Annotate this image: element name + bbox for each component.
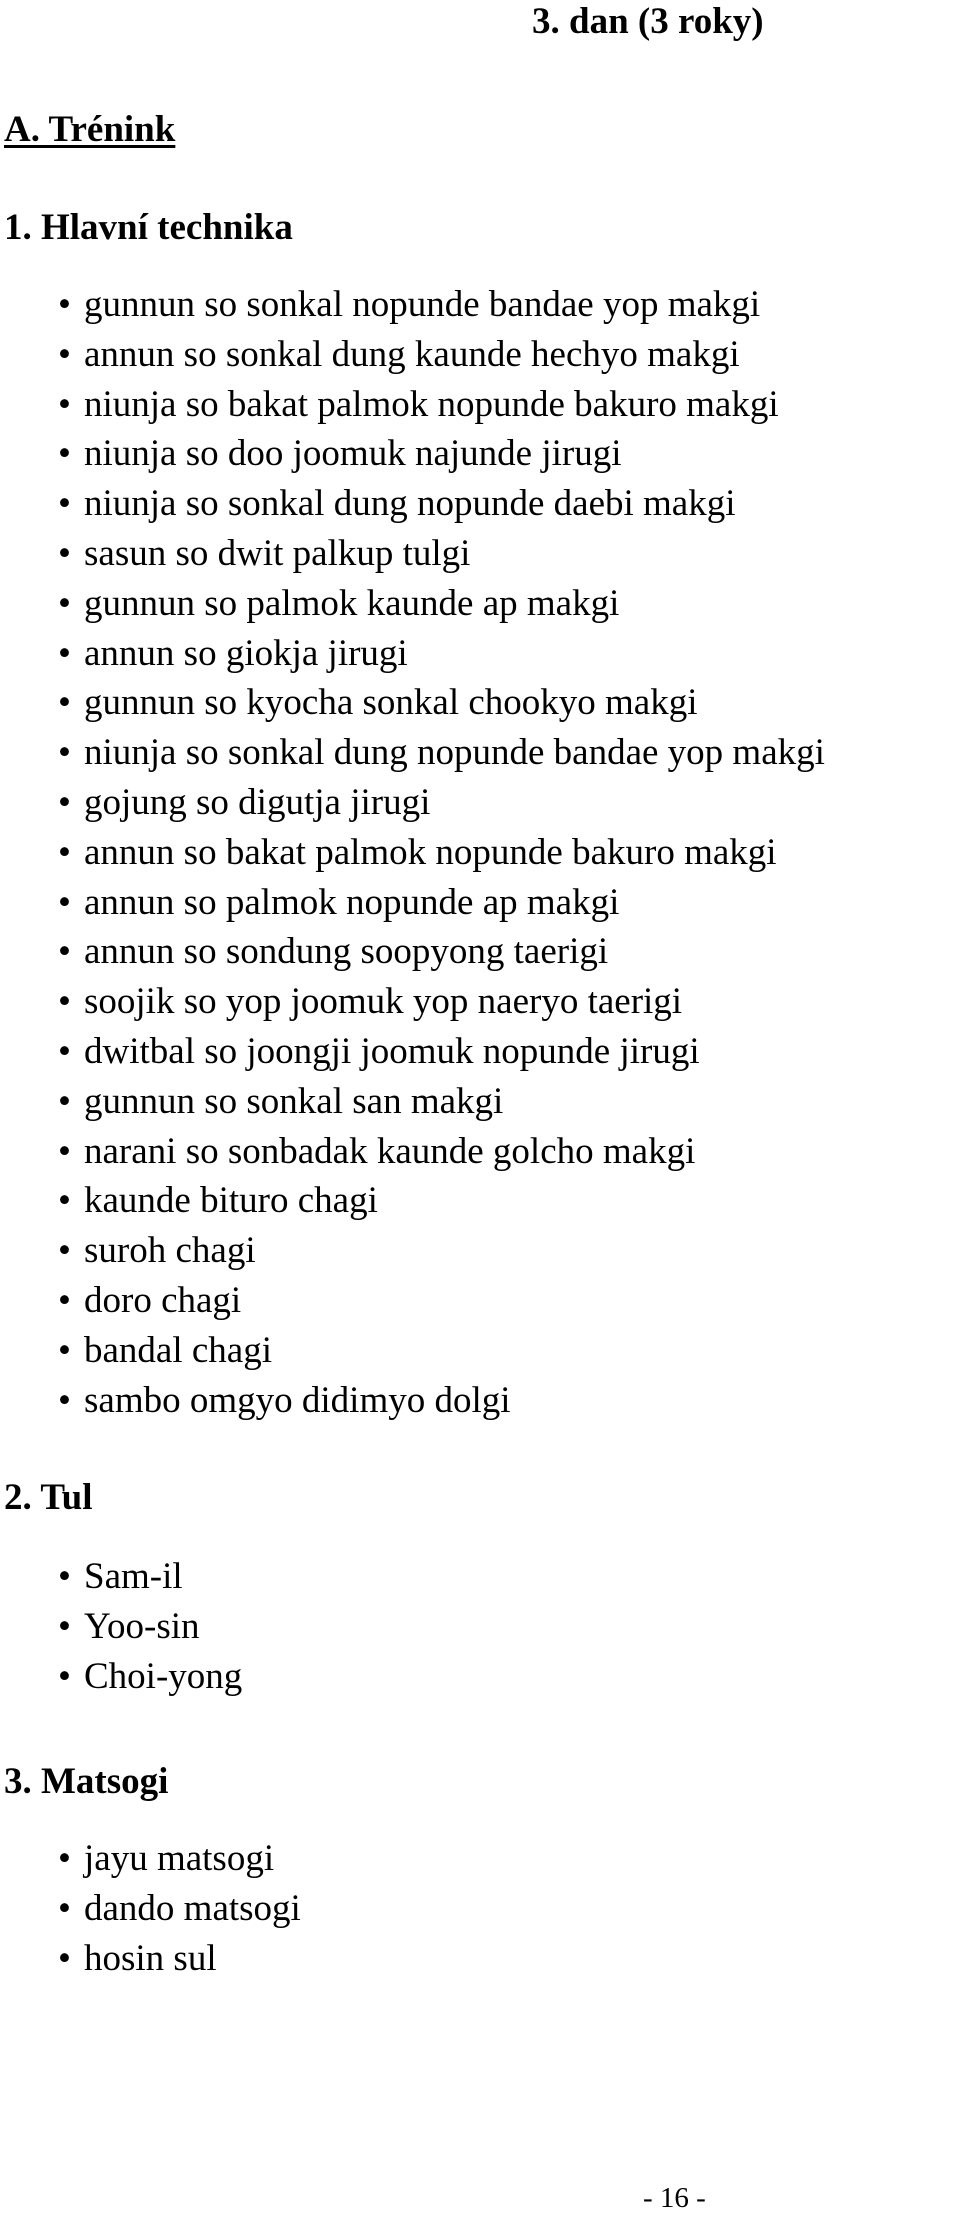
page-title: 3. dan (3 roky) [532, 1, 764, 42]
technique-item [58, 380, 825, 430]
bullet-icon: • [58, 1279, 71, 1321]
technique-item [58, 1077, 825, 1127]
bullet-icon: • [58, 582, 71, 624]
bullet-icon: • [58, 1655, 71, 1697]
tul-list [58, 1552, 242, 1701]
bullet-icon: • [58, 383, 71, 425]
bullet-icon: • [58, 333, 71, 375]
technique-item [58, 1127, 825, 1177]
bullet-icon: • [58, 1838, 71, 1879]
tul-item-label: Yoo-sin [84, 1605, 200, 1647]
bullet-icon: • [58, 831, 71, 873]
technique-item-label: gunnun so sonkal nopunde bandae yop makgi [84, 284, 761, 325]
bullet-icon: • [58, 1030, 71, 1072]
bullet-icon: • [58, 532, 71, 574]
technique-item-label: bandal chagi [84, 1329, 272, 1371]
bullet-icon: • [58, 881, 71, 923]
matsogi-item [58, 1884, 301, 1934]
technique-item [58, 1176, 825, 1226]
technique-item [58, 579, 825, 629]
matsogi-heading: 3. Matsogi [4, 1761, 169, 1802]
bullet-icon: • [58, 931, 71, 973]
technique-item [58, 529, 825, 579]
bullet-icon: • [58, 1180, 71, 1222]
technique-item [58, 330, 825, 380]
technique-item [58, 728, 825, 778]
bullet-icon: • [58, 732, 71, 774]
technique-item-label: niunja so doo joomuk najunde jirugi [84, 433, 622, 475]
bullet-icon: • [58, 1329, 71, 1371]
technique-item-label: annun so bakat palmok nopunde bakuro makgi [84, 831, 777, 873]
technique-item [58, 1376, 825, 1426]
matsogi-item [58, 1934, 301, 1984]
technique-heading: 1. Hlavní technika [4, 207, 293, 248]
bullet-icon: • [58, 1080, 71, 1122]
technique-item-label: niunja so sonkal dung nopunde bandae yop makgi [84, 732, 825, 774]
technique-item [58, 778, 825, 828]
technique-item-label: kaunde bituro chagi [84, 1180, 378, 1222]
bullet-icon: • [58, 781, 71, 823]
technique-item-label: soojik so yop joomuk yop naeryo taerigi [84, 981, 683, 1023]
technique-item-label: niunja so bakat palmok nopunde bakuro makgi [84, 383, 779, 425]
technique-item [58, 878, 825, 928]
tul-heading: 2. Tul [4, 1477, 93, 1518]
section-title: A. Trénink [4, 109, 176, 150]
technique-item-label: annun so palmok nopunde ap makgi [84, 881, 620, 923]
technique-item [58, 678, 825, 728]
technique-item-label: gojung so digutja jirugi [84, 781, 431, 823]
technique-item-label: narani so sonbadak kaunde golcho makgi [84, 1130, 696, 1172]
technique-item-label: doro chagi [84, 1279, 242, 1321]
tul-item-label: Sam-il [84, 1556, 183, 1597]
page-number: - 16 - [643, 2182, 706, 2214]
bullet-icon: • [58, 483, 71, 525]
technique-item [58, 828, 825, 878]
technique-item [58, 927, 825, 977]
technique-item-label: sambo omgyo didimyo dolgi [84, 1379, 511, 1421]
bullet-icon: • [58, 1379, 71, 1421]
bullet-icon: • [58, 1130, 71, 1172]
technique-item-label: sasun so dwit palkup tulgi [84, 532, 471, 574]
tul-item [58, 1552, 242, 1602]
technique-item-label: annun so giokja jirugi [84, 632, 408, 674]
bullet-icon: • [58, 284, 71, 325]
technique-item [58, 1226, 825, 1276]
technique-item-label: annun so sonkal dung kaunde hechyo makgi [84, 333, 740, 375]
bullet-icon: • [58, 632, 71, 674]
matsogi-item-label: hosin sul [84, 1937, 217, 1979]
bullet-icon: • [58, 1230, 71, 1272]
technique-item-label: annun so sondung soopyong taerigi [84, 931, 609, 973]
tul-item [58, 1652, 242, 1702]
technique-item [58, 977, 825, 1027]
technique-item [58, 280, 825, 330]
technique-item [58, 429, 825, 479]
technique-item [58, 629, 825, 679]
bullet-icon: • [58, 682, 71, 724]
technique-item-label: suroh chagi [84, 1230, 256, 1272]
technique-item [58, 479, 825, 529]
bullet-icon: • [58, 1887, 71, 1929]
bullet-icon: • [58, 981, 71, 1023]
matsogi-item [58, 1834, 301, 1884]
technique-item-label: gunnun so palmok kaunde ap makgi [84, 582, 620, 624]
matsogi-item-label: dando matsogi [84, 1887, 301, 1929]
matsogi-list [58, 1834, 301, 1983]
technique-item [58, 1276, 825, 1326]
matsogi-item-label: jayu matsogi [84, 1838, 275, 1879]
bullet-icon: • [58, 1937, 71, 1979]
bullet-icon: • [58, 433, 71, 475]
technique-item-label: niunja so sonkal dung nopunde daebi makgi [84, 483, 736, 525]
tul-item [58, 1602, 242, 1652]
technique-list [58, 280, 825, 1425]
bullet-icon: • [58, 1605, 71, 1647]
technique-item-label: gunnun so kyocha sonkal chookyo makgi [84, 682, 698, 724]
tul-item-label: Choi-yong [84, 1655, 243, 1697]
technique-item [58, 1326, 825, 1376]
technique-item-label: dwitbal so joongji joomuk nopunde jirugi [84, 1030, 700, 1072]
technique-item-label: gunnun so sonkal san makgi [84, 1080, 504, 1122]
bullet-icon: • [58, 1556, 71, 1597]
technique-item [58, 1027, 825, 1077]
